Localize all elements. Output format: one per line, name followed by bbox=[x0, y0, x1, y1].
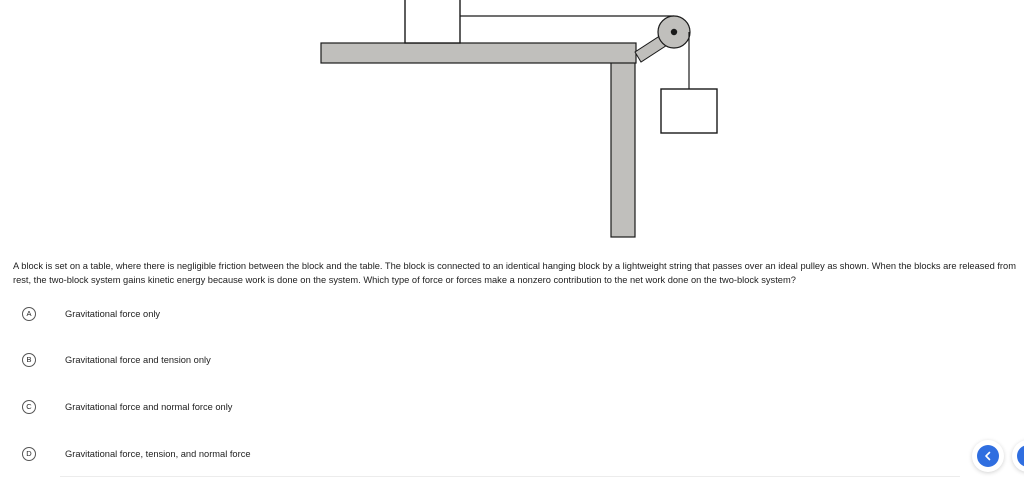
choice-letter-c: C bbox=[22, 400, 36, 414]
choice-label-b: Gravitational force and tension only bbox=[65, 355, 211, 365]
choice-label-d: Gravitational force, tension, and normal force bbox=[65, 449, 251, 459]
answer-choice-b[interactable] bbox=[22, 348, 582, 372]
choice-label-a: Gravitational force only bbox=[65, 309, 161, 319]
question-text: A block is set on a table, where there is negligible friction between the block and the table. The block is connected to an identical hanging block by a lightweight string that passes over an ideal pulley as shown. When the blocks are released from rest, the two-block system gains kinetic energy because work is done on the system. Which type of force or forces make a nonzero contribution to the net work done on the two-block system? bbox=[13, 261, 1016, 285]
chevron-left-icon bbox=[983, 451, 993, 461]
answer-choice-c[interactable] bbox=[22, 395, 582, 419]
answer-choice-d[interactable] bbox=[22, 442, 582, 466]
previous-button[interactable] bbox=[972, 440, 1004, 472]
next-button[interactable] bbox=[1012, 440, 1024, 472]
pulley-axle bbox=[671, 29, 677, 35]
table-block bbox=[405, 0, 460, 43]
choice-letter-d: D bbox=[22, 447, 36, 461]
table-top bbox=[321, 43, 636, 63]
previous-button-circle bbox=[977, 445, 999, 467]
table-leg bbox=[611, 62, 635, 237]
divider bbox=[60, 476, 960, 477]
hanging-block bbox=[661, 89, 717, 133]
choice-letter-b: B bbox=[22, 353, 36, 367]
choice-label-c: Gravitational force and normal force only bbox=[65, 402, 233, 412]
choice-letter-a: A bbox=[22, 307, 36, 321]
chevron-right-icon bbox=[1017, 445, 1024, 467]
answer-choice-a[interactable] bbox=[22, 302, 582, 326]
